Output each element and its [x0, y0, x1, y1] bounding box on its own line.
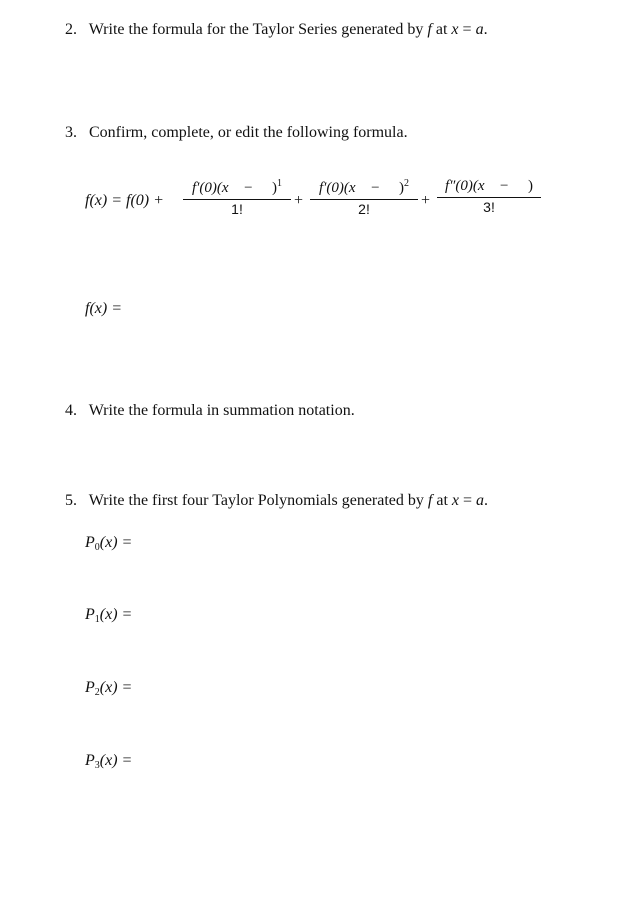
- question-2-eq: =: [462, 21, 472, 38]
- fx-answer-line: f(x) =: [85, 300, 122, 317]
- question-2-number: 2.: [65, 21, 77, 38]
- question-5-text: Write the first four Taylor Polynomials generated by: [88, 492, 424, 509]
- formula-plus-2: +: [421, 192, 431, 209]
- term-3-minus: −: [500, 178, 509, 194]
- p2-answer-line: $P_2(x)$ =: [85, 679, 133, 698]
- question-2-period: .: [483, 21, 488, 38]
- term-1-denominator: 1!: [231, 201, 243, 217]
- term-2-close: ): [399, 180, 405, 196]
- question-2-at: at: [435, 21, 448, 38]
- term-1-minus: −: [244, 180, 253, 196]
- question-5: [65, 492, 488, 510]
- question-2-x: x: [451, 21, 459, 38]
- formula-lhs: f(x) = f(0) +: [85, 192, 164, 209]
- question-3-text: Confirm, complete, or edit the following formula.: [89, 124, 408, 141]
- question-3-number: 3.: [65, 124, 77, 141]
- question-5-x: x: [451, 492, 460, 509]
- term-1-numerator: f′(0)(x: [191, 180, 229, 196]
- question-3: [65, 124, 408, 142]
- term-2-exponent: 2: [404, 178, 410, 189]
- term-3-numerator: f″(0)(x: [444, 178, 485, 194]
- p3-answer-line: $P_3(x)$ =: [85, 752, 133, 771]
- question-4-number: 4.: [65, 402, 77, 419]
- term-3-denominator: 3!: [483, 199, 495, 215]
- term-1-exponent: 1: [277, 178, 283, 189]
- question-5-eq: =: [463, 492, 473, 509]
- formula-term-1: [183, 178, 291, 217]
- term-3-close: ): [528, 178, 534, 194]
- question-2-a: a: [475, 21, 484, 38]
- p0-answer-line: $P_0(x)$ =: [85, 534, 133, 553]
- question-4: [65, 402, 355, 420]
- term-2-numerator: f′(0)(x: [318, 180, 356, 196]
- term-2-minus: −: [371, 180, 380, 196]
- question-5-at: at: [436, 492, 448, 509]
- question-4-text: Write the formula in summation notation.: [88, 402, 355, 419]
- formula-plus-1: +: [294, 192, 304, 209]
- term-1-close: ): [272, 180, 278, 196]
- question-5-number: 5.: [65, 492, 77, 509]
- formula-term-3: [437, 178, 541, 215]
- question-2-f: f: [427, 21, 432, 38]
- formula-term-2: [310, 178, 418, 217]
- question-2: [65, 21, 488, 39]
- question-5-a: a: [476, 492, 485, 509]
- question-2-text: Write the formula for the Taylor Series generated by: [88, 21, 424, 38]
- p1-answer-line: $P_1(x)$ =: [85, 606, 133, 625]
- question-5-period: .: [484, 492, 489, 509]
- question-5-f: f: [427, 492, 433, 509]
- term-2-denominator: 2!: [358, 201, 370, 217]
